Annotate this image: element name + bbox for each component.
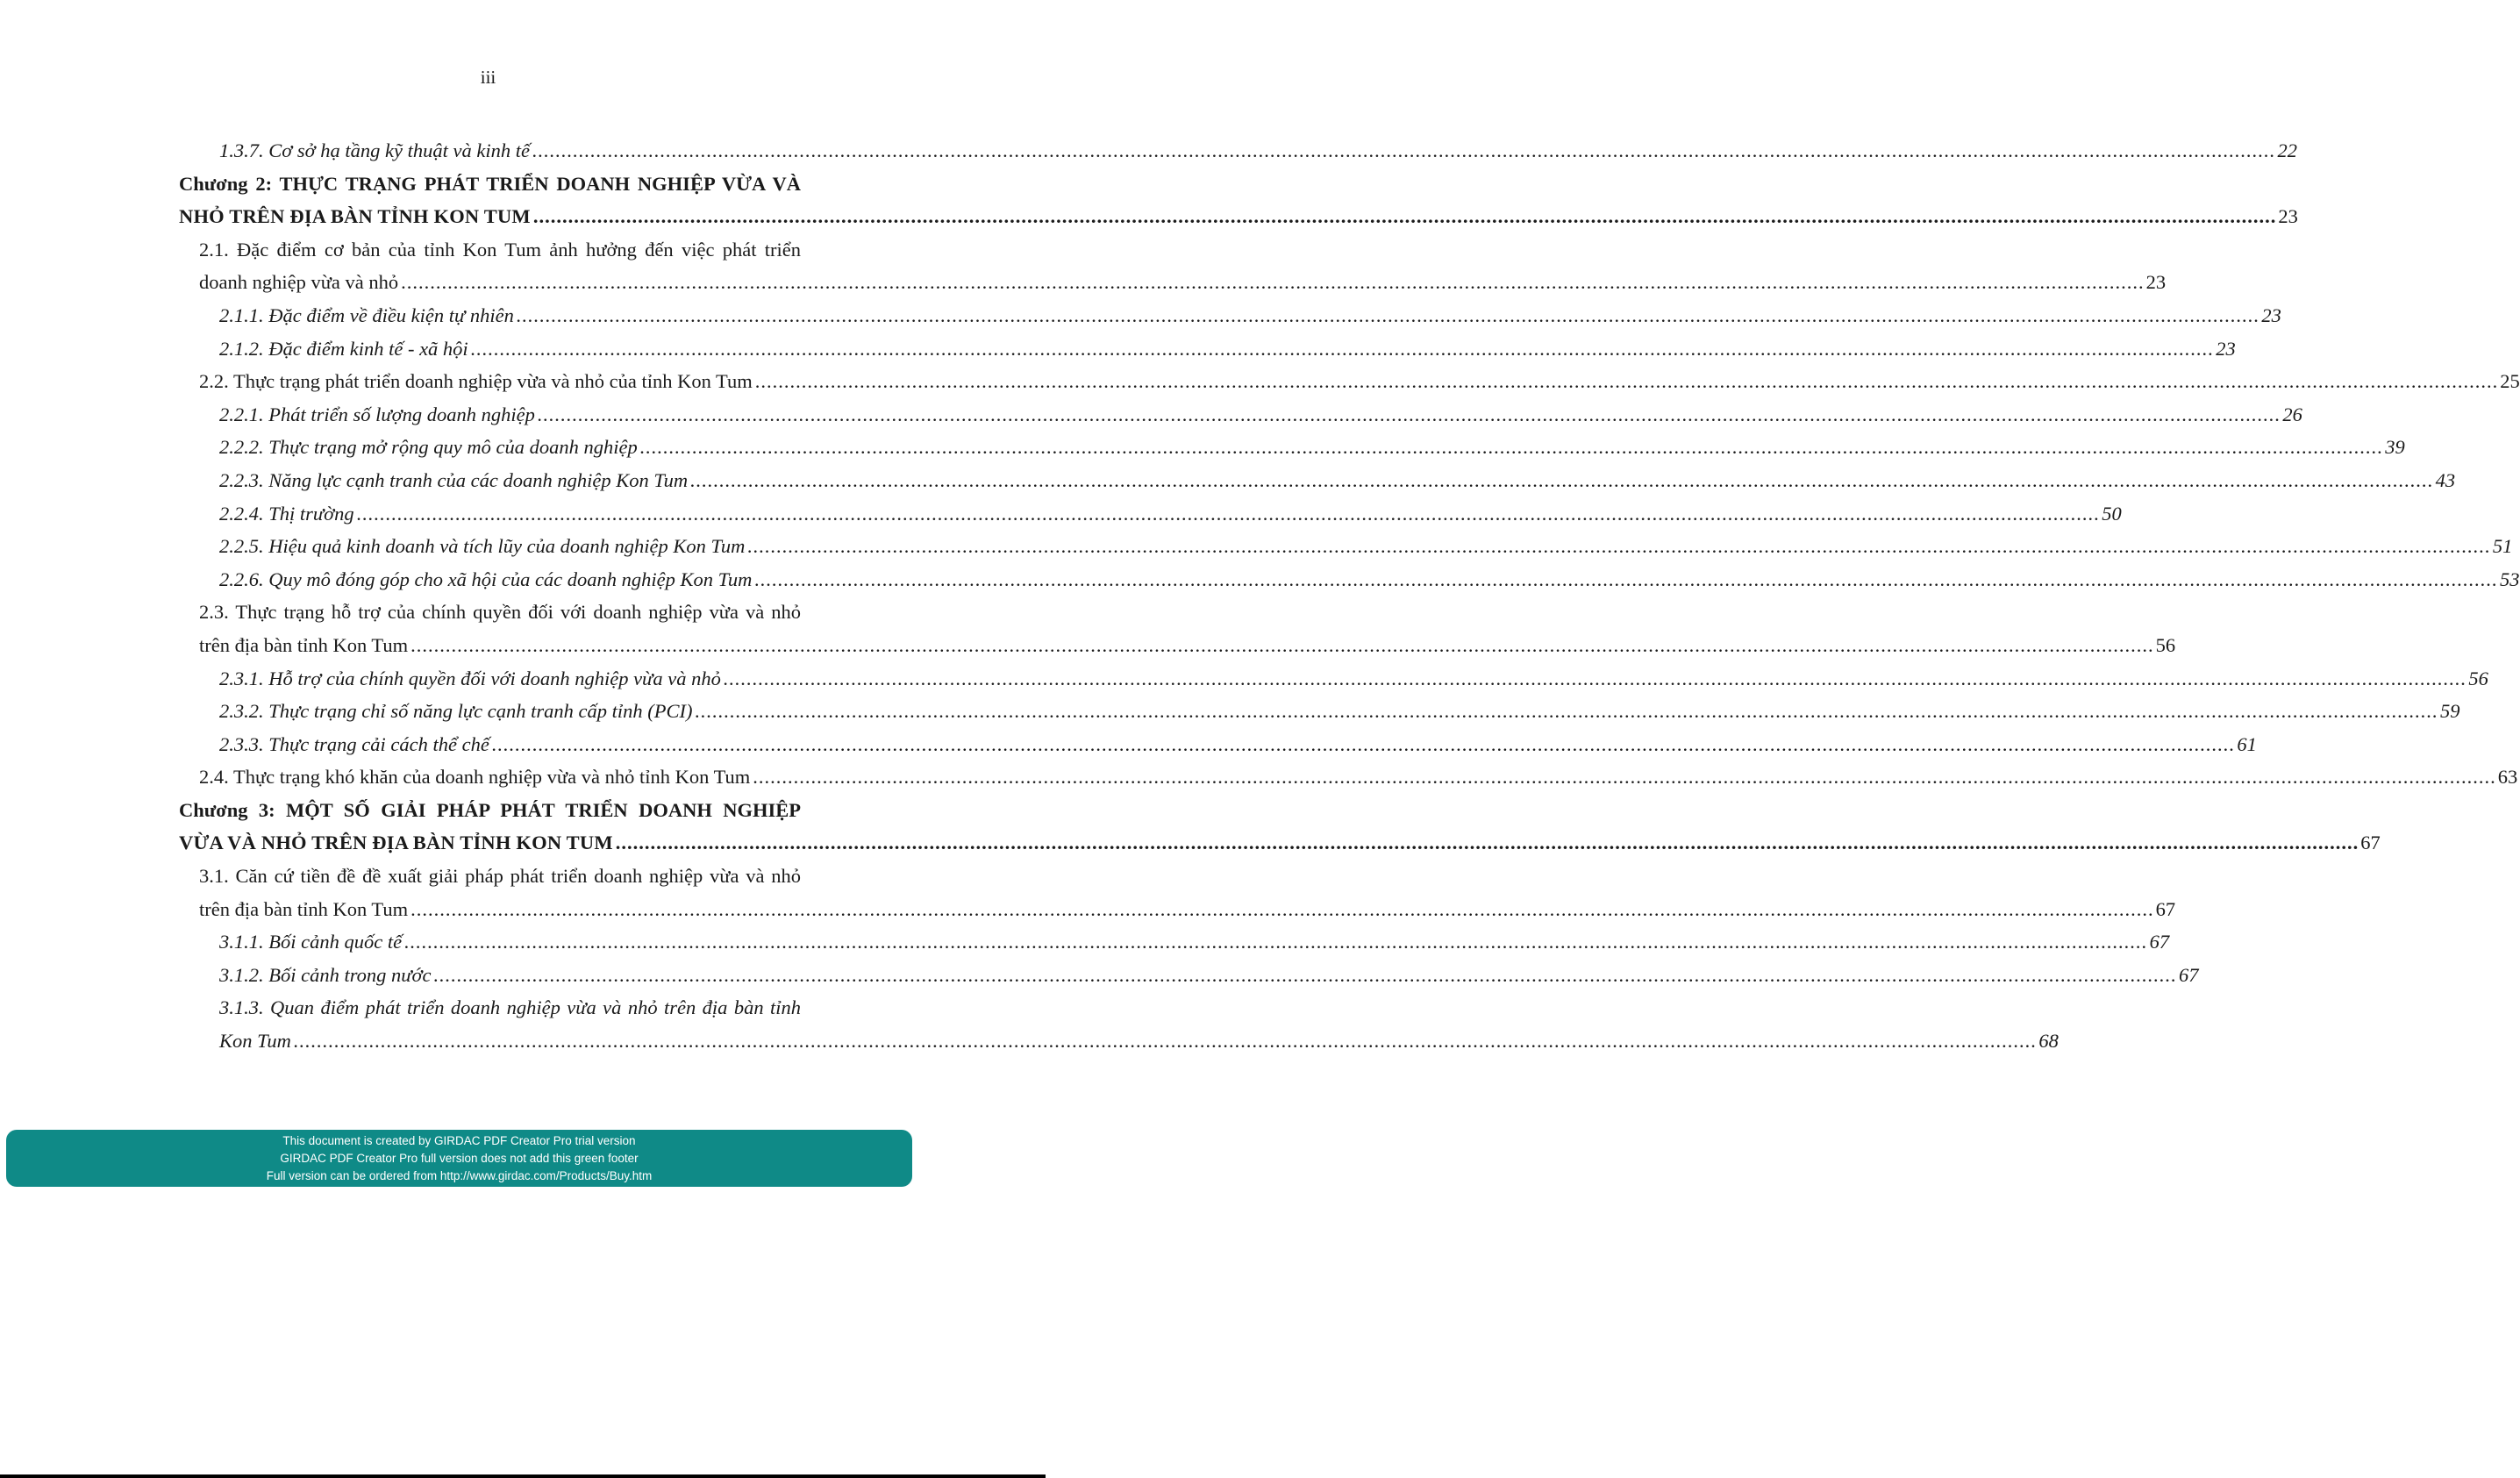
toc-entry-page-number: 26 [2282, 403, 2302, 425]
toc-entry-title-line1: 2.1. Đặc điểm cơ bản của tỉnh Kon Tum ảnh hưởng đến việc phát triển [199, 238, 801, 261]
toc-entry-title: 1.3.7. Cơ sở hạ tầng kỹ thuật và kinh tế [219, 139, 530, 161]
dot-leader: ............................................................................................................................................................................................................................................................................................................ [723, 667, 2467, 689]
dot-leader: ............................................................................................................................................................................................................................................................................................................ [532, 139, 2276, 161]
toc-entry-title: 2.3.2. Thực trạng chỉ số năng lực cạnh tranh cấp tỉnh (PCI) [219, 700, 693, 723]
table-of-contents [179, 134, 2520, 1058]
toc-entry-title: 2.1.2. Đặc điểm kinh tế - xã hội [219, 337, 468, 360]
toc-entry-title: 2.2.2. Thực trạng mở rộng quy mô của doanh nghiệp [219, 436, 638, 459]
toc-entry[interactable] [179, 299, 2281, 332]
toc-entry-page-number: 67 [2155, 897, 2176, 920]
toc-entry-page-number: 67 [2360, 832, 2381, 854]
dot-leader: ............................................................................................................................................................................................................................................................................................................ [470, 337, 2215, 360]
toc-entry-title-line1: 3.1. Căn cứ tiền đề đề xuất giải pháp phát triển doanh nghiệp vừa và nhỏ [199, 865, 801, 888]
toc-entry[interactable] [179, 728, 2257, 761]
toc-entry[interactable] [179, 431, 2405, 464]
dot-leader: ............................................................................................................................................................................................................................................................................................................ [410, 897, 2154, 920]
toc-entry-page-number: 23 [2261, 303, 2281, 326]
toc-entry-title-line1: 3.1.3. Quan điểm phát triển doanh nghiệp vừa và nhỏ trên địa bàn tỉnh [219, 996, 801, 1019]
page-number: iii [480, 67, 496, 88]
toc-entry[interactable] [179, 464, 2456, 497]
toc-entry-title-line1: Chương 3: MỘT SỐ GIẢI PHÁP PHÁT TRIỂN DOANH NGHIỆP [179, 798, 801, 821]
toc-entry[interactable] [179, 563, 2520, 596]
toc-entry-page-number: 67 [2179, 963, 2199, 986]
toc-entry-title: trên địa bàn tỉnh Kon Tum [199, 633, 409, 656]
dot-leader: ............................................................................................................................................................................................................................................................................................................ [293, 1030, 2038, 1053]
toc-entry-title: VỪA VÀ NHỎ TRÊN ĐỊA BÀN TỈNH KON TUM [179, 832, 613, 854]
toc-entry-page-number: 59 [2440, 700, 2460, 723]
toc-entry[interactable] [179, 794, 2381, 860]
toc-entry-title: Kon Tum [219, 1030, 291, 1053]
toc-entry-title: 2.1.1. Đặc điểm về điều kiện tự nhiên [219, 303, 514, 326]
toc-entry-title: 2.2.4. Thị trường [219, 502, 354, 525]
dot-leader: ............................................................................................................................................................................................................................................................................................................ [404, 931, 2148, 953]
toc-entry[interactable] [179, 398, 2302, 432]
toc-entry-title: 3.1.2. Bối cảnh trong nước [219, 963, 432, 986]
toc-entry-page-number: 56 [2468, 667, 2488, 689]
dot-leader: ............................................................................................................................................................................................................................................................................................................ [537, 403, 2281, 425]
dot-leader: ............................................................................................................................................................................................................................................................................................................ [747, 535, 2491, 558]
toc-entry-page-number: 23 [2216, 337, 2236, 360]
dot-leader: ............................................................................................................................................................................................................................................................................................................ [356, 502, 2101, 525]
dot-leader: ............................................................................................................................................................................................................................................................................................................ [754, 568, 2498, 590]
toc-entry[interactable] [179, 596, 2176, 661]
toc-entry-page-number: 22 [2277, 139, 2297, 161]
toc-entry[interactable] [179, 925, 2170, 959]
toc-entry[interactable] [179, 662, 2488, 696]
toc-entry-page-number: 23 [2145, 271, 2167, 294]
toc-entry[interactable] [179, 233, 2167, 299]
dot-leader: ............................................................................................................................................................................................................................................................................................................ [532, 205, 2277, 228]
toc-entry-page-number: 53 [2499, 568, 2520, 590]
toc-entry-page-number: 39 [2385, 436, 2405, 459]
footer-line-1: This document is created by GIRDAC PDF Creator Pro trial version [282, 1134, 636, 1147]
toc-entry-page-number: 68 [2038, 1030, 2059, 1053]
toc-entry[interactable] [179, 168, 2298, 233]
toc-entry-page-number: 23 [2278, 205, 2298, 228]
toc-entry[interactable] [179, 860, 2176, 925]
toc-entry-page-number: 63 [2497, 766, 2518, 789]
bottom-rule [0, 1474, 1046, 1478]
toc-entry[interactable] [179, 959, 2199, 992]
toc-entry-page-number: 61 [2237, 732, 2257, 755]
trial-footer-banner [6, 1130, 912, 1187]
toc-entry-page-number: 51 [2492, 535, 2513, 558]
toc-entry[interactable] [179, 497, 2122, 531]
toc-entry-title: 2.3.1. Hỗ trợ của chính quyền đối với doanh nghiệp vừa và nhỏ [219, 667, 721, 689]
dot-leader: ............................................................................................................................................................................................................................................................................................................ [433, 963, 2178, 986]
toc-entry-page-number: 56 [2155, 633, 2176, 656]
toc-entry-title: trên địa bàn tỉnh Kon Tum [199, 897, 409, 920]
dot-leader: ............................................................................................................................................................................................................................................................................................................ [639, 436, 2384, 459]
footer-line-3: Full version can be ordered from http://www.girdac.com/Products/Buy.htm [266, 1169, 653, 1182]
dot-leader: ............................................................................................................................................................................................................................................................................................................ [753, 766, 2496, 789]
toc-entry[interactable] [179, 332, 2236, 366]
dot-leader: ............................................................................................................................................................................................................................................................................................................ [401, 271, 2145, 294]
toc-entry-title: 2.2.3. Năng lực cạnh tranh của các doanh nghiệp Kon Tum [219, 468, 689, 491]
toc-entry-title: 3.1.1. Bối cảnh quốc tế [219, 931, 403, 953]
toc-entry-page-number: 43 [2435, 468, 2456, 491]
toc-entry-page-number: 67 [2149, 931, 2170, 953]
footer-line-2: GIRDAC PDF Creator Pro full version does not add this green footer [280, 1152, 639, 1165]
toc-entry-title: 2.4. Thực trạng khó khăn của doanh nghiệp vừa và nhỏ tỉnh Kon Tum [199, 766, 751, 789]
toc-entry[interactable] [179, 760, 2518, 794]
toc-entry-title: doanh nghiệp vừa và nhỏ [199, 271, 399, 294]
dot-leader: ............................................................................................................................................................................................................................................................................................................ [754, 370, 2499, 393]
toc-entry-title-line1: Chương 2: THỰC TRẠNG PHÁT TRIỂN DOANH NGHIỆP VỪA VÀ [179, 172, 801, 195]
dot-leader: ............................................................................................................................................................................................................................................................................................................ [690, 468, 2434, 491]
toc-entry-title-line1: 2.3. Thực trạng hỗ trợ của chính quyền đối với doanh nghiệp vừa và nhỏ [199, 601, 801, 624]
toc-entry-title: 2.3.3. Thực trạng cải cách thể chế [219, 732, 489, 755]
dot-leader: ............................................................................................................................................................................................................................................................................................................ [516, 303, 2260, 326]
toc-entry[interactable] [179, 134, 2297, 168]
toc-entry[interactable] [179, 991, 2059, 1057]
toc-entry[interactable] [179, 365, 2520, 398]
toc-entry[interactable] [179, 695, 2460, 728]
toc-entry-page-number: 25 [2500, 370, 2520, 393]
toc-entry[interactable] [179, 530, 2513, 563]
dot-leader: ............................................................................................................................................................................................................................................................................................................ [695, 700, 2438, 723]
toc-entry-title: 2.2.1. Phát triển số lượng doanh nghiệp [219, 403, 535, 425]
toc-entry-title: 2.2.6. Quy mô đóng góp cho xã hội của các doanh nghiệp Kon Tum [219, 568, 753, 590]
dot-leader: ............................................................................................................................................................................................................................................................................................................ [615, 832, 2359, 854]
toc-entry-title: NHỎ TRÊN ĐỊA BÀN TỈNH KON TUM [179, 205, 531, 228]
toc-entry-page-number: 50 [2102, 502, 2122, 525]
toc-entry-title: 2.2. Thực trạng phát triển doanh nghiệp vừa và nhỏ của tỉnh Kon Tum [199, 370, 753, 393]
dot-leader: ............................................................................................................................................................................................................................................................................................................ [410, 633, 2154, 656]
toc-entry-title: 2.2.5. Hiệu quả kinh doanh và tích lũy của doanh nghiệp Kon Tum [219, 535, 746, 558]
dot-leader: ............................................................................................................................................................................................................................................................................................................ [491, 732, 2236, 755]
